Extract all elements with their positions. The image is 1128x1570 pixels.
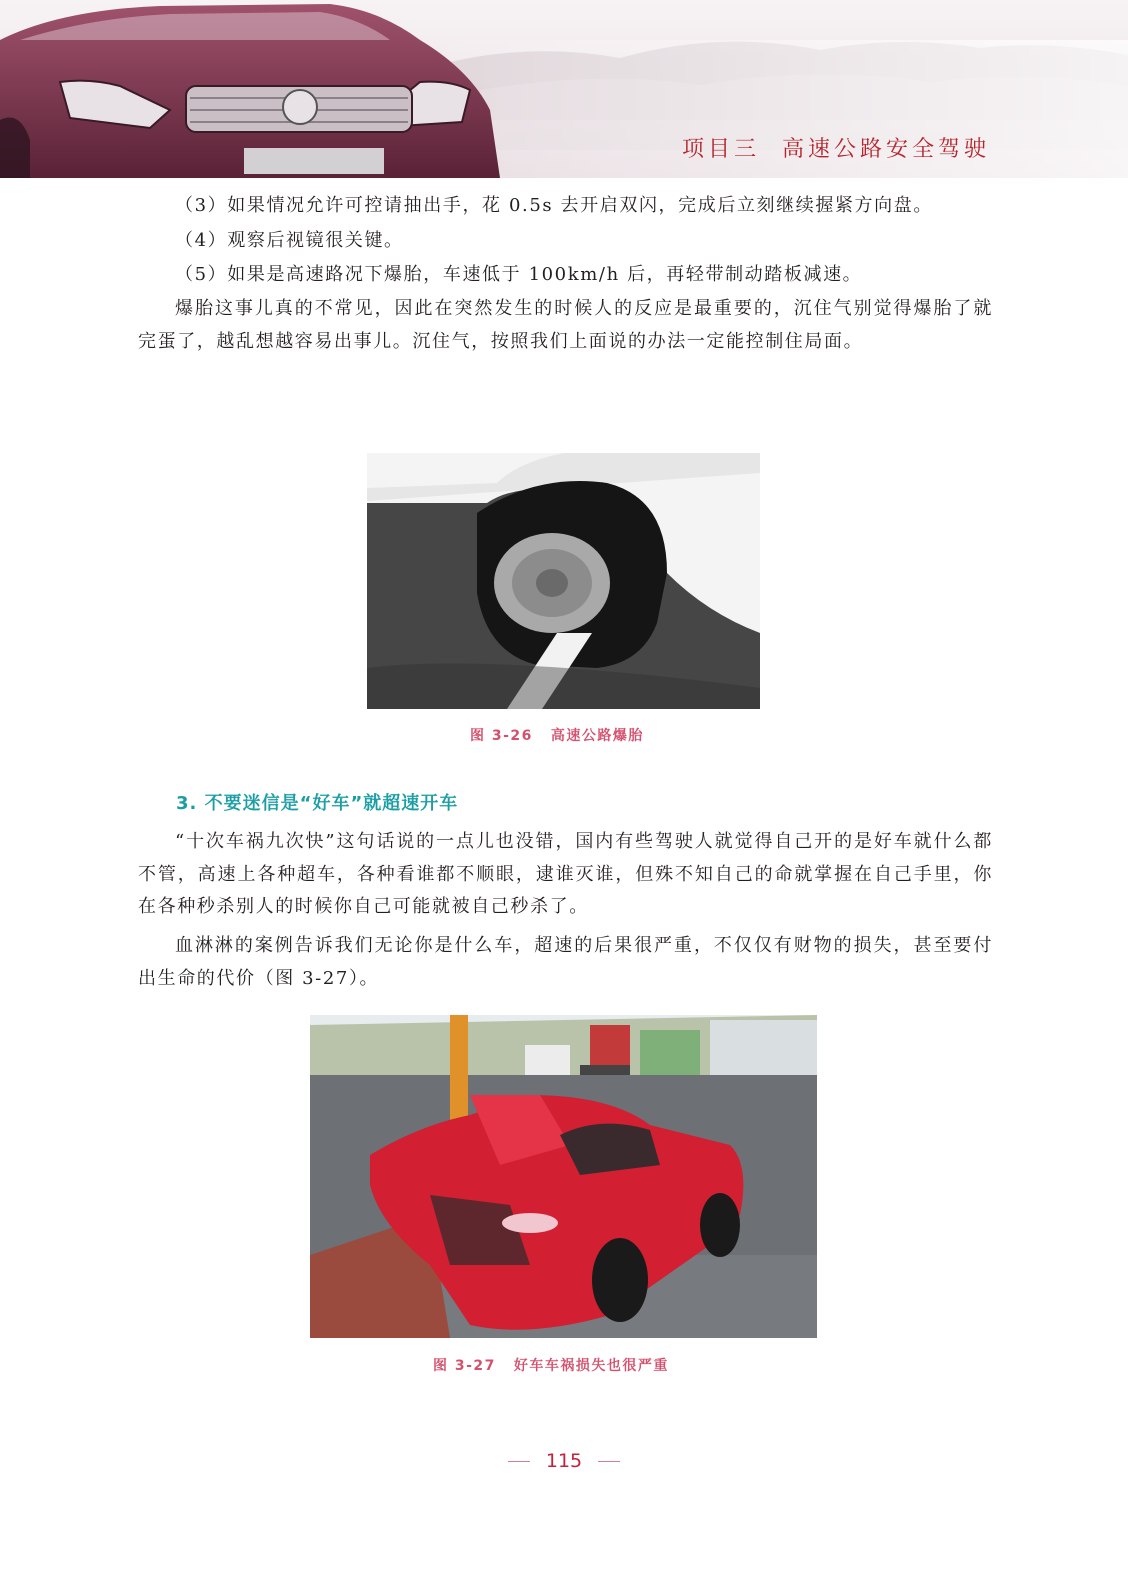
paragraph-summary: 爆胎这事儿真的不常见，因此在突然发生的时候人的反应是最重要的，沉住气别觉得爆胎了就完蛋了，越乱想越容易出事儿。沉住气，按照我们上面说的办法一定能控制住局面。 xyxy=(138,298,993,352)
page-header-banner xyxy=(0,0,1128,178)
figure-tire-blowout xyxy=(367,453,760,709)
paragraph-step-3: （3）如果情况允许可控请抽出手，花 0.5s 去开启双闪，完成后立刻继续握紧方向盘。 xyxy=(175,195,933,216)
figure-3-27-title: 好车车祸损失也很严重 xyxy=(513,1358,669,1374)
chapter-title xyxy=(682,132,990,163)
flat-tire-photo xyxy=(367,453,760,709)
figure-3-27-caption xyxy=(433,1355,669,1375)
paragraph-step-4: （4）观察后视镜很关键。 xyxy=(175,230,404,251)
figure-3-26-caption xyxy=(470,725,644,745)
page-number-right-rule xyxy=(598,1461,620,1462)
chapter-name: 高速公路安全驾驶 xyxy=(781,137,990,162)
figure-3-26-number: 图 3-26 xyxy=(470,728,533,744)
section-heading: 3. 不要迷信是“好车”就超速开车 xyxy=(176,793,459,814)
paragraph-step-5: （5）如果是高速路况下爆胎，车速低于 100km/h 后，再轻带制动踏板减速。 xyxy=(175,264,863,285)
page-number-value: 115 xyxy=(545,1450,583,1472)
paragraph-speeding: “十次车祸九次快”这句话说的一点儿也没错，国内有些驾驶人就觉得自己开的是好车就什么都不管，高速上各种超车，各种看谁都不顺眼，逮谁灭谁，但殊不知自己的命就掌握在自己手里，你在各种秒杀别人的时候你自己可能就被自己秒杀了。 xyxy=(138,831,993,917)
project-label: 项目三 xyxy=(681,137,760,162)
crashed-red-sports-car-photo xyxy=(310,1015,817,1338)
figure-3-26-title: 高速公路爆胎 xyxy=(550,728,644,744)
figure-car-crash xyxy=(310,1015,817,1338)
paragraph-consequences: 血淋淋的案例告诉我们无论你是什么车，超速的后果很严重，不仅仅有财物的损失，甚至要付出生命的代价（图 3-27）。 xyxy=(138,935,993,989)
page-number xyxy=(0,1450,1128,1472)
page-number-left-rule xyxy=(508,1461,530,1462)
figure-3-27-number: 图 3-27 xyxy=(433,1358,496,1374)
